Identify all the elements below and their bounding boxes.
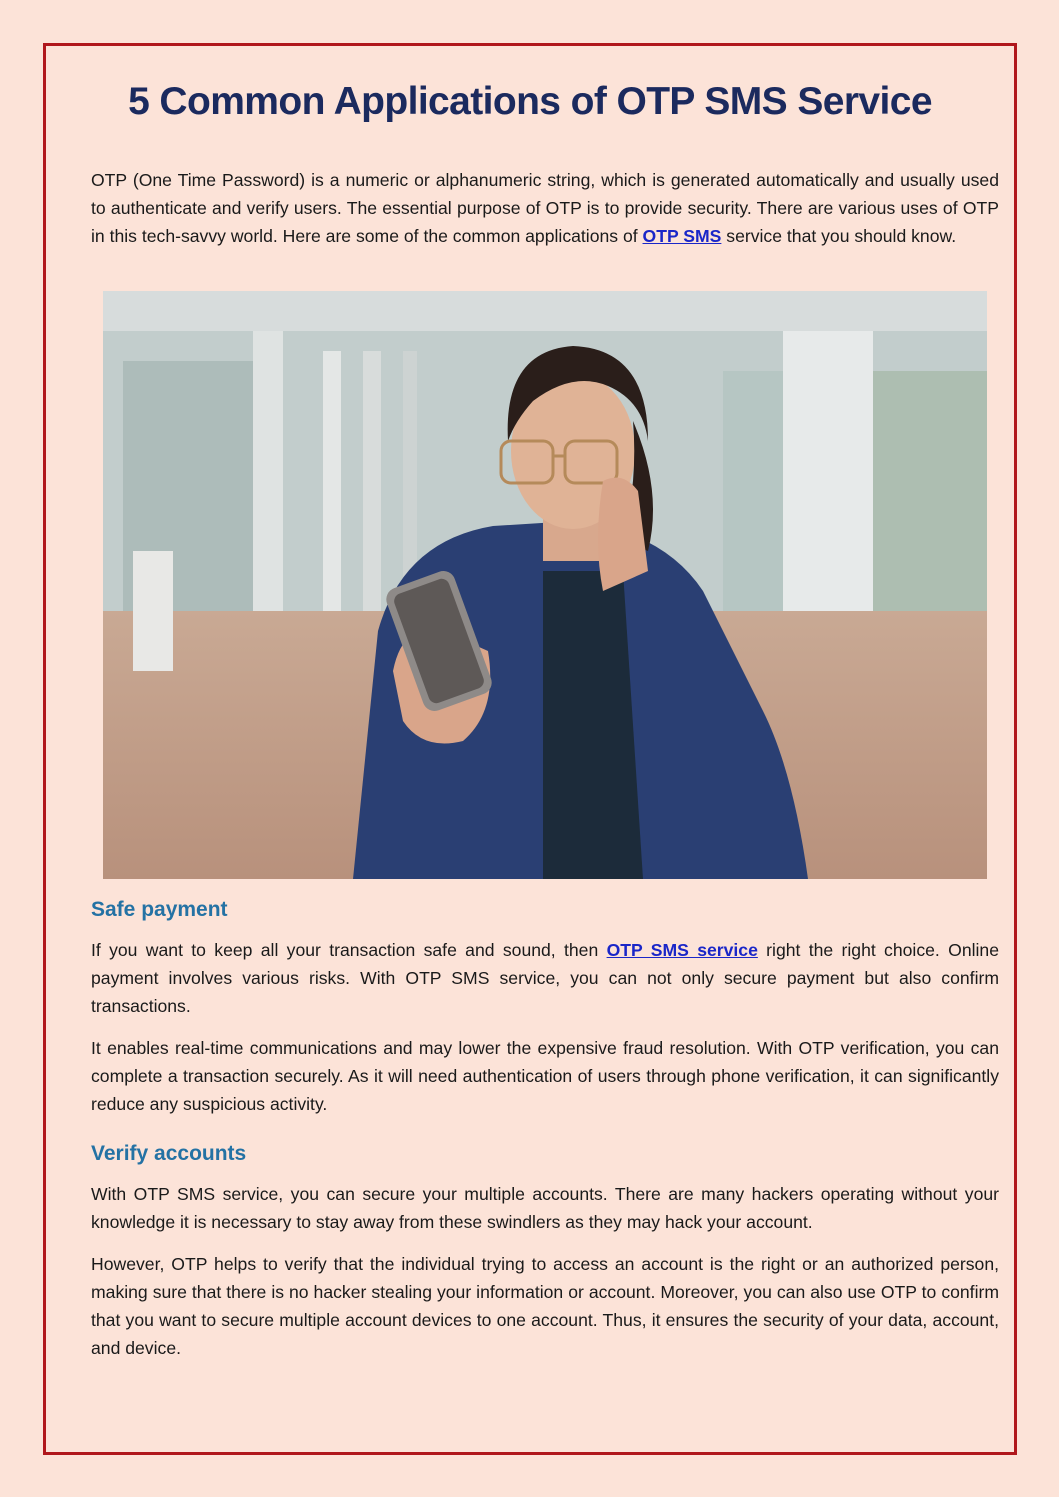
safe-payment-text: If you want to keep all your transaction safe and sound, then (91, 940, 607, 960)
intro-block (91, 166, 999, 250)
section-verify-accounts (91, 1142, 999, 1362)
photo-woman-looking-at-phone-icon (103, 291, 987, 879)
verify-accounts-paragraph-2: However, OTP helps to verify that the individual trying to access an account is the right or an authorized person, making sure that there is no hacker stealing your information or account. Moreover, you can also use OTP to confirm that you want to secure multiple account devices to one account. Thus, it ensures the security of your data, account, and device. (91, 1254, 999, 1358)
safe-payment-paragraph-2: It enables real-time communications and may lower the expensive fraud resolution. With OTP verification, you can complete a transaction securely. As it will need authentication of users through phone verification, it can significantly reduce any suspicious activity. (91, 1038, 999, 1114)
safe-payment-paragraph-1 (91, 936, 999, 1020)
section-safe-payment (91, 898, 999, 1118)
otp-sms-link[interactable]: OTP SMS (642, 226, 722, 246)
woman-phone-photo (103, 291, 987, 879)
safe-payment-text-end: right the right choice. Online payment involves various risks. With OTP SMS service, you can not only secure payment but also confirm transactions. (91, 940, 999, 1016)
section-heading-verify-accounts: Verify accounts (91, 1142, 247, 1165)
otp-sms-service-link[interactable]: OTP SMS service (606, 940, 758, 960)
section-heading-safe-payment: Safe payment (91, 898, 228, 921)
intro-paragraph (91, 166, 999, 250)
intro-text: OTP (One Time Password) is a numeric or alphanumeric string, which is generated automatically and usually used to authenticate and verify users. The essential purpose of OTP is to provide security. There are various uses of OTP in this tech-savvy world. Here are some of the common applications of (91, 170, 999, 246)
page-title: 5 Common Applications of OTP SMS Service (128, 80, 932, 123)
verify-accounts-paragraph-1: With OTP SMS service, you can secure your multiple accounts. There are many hackers operating without your knowledge it is necessary to stay away from these swindlers as they may hack your account. (91, 1184, 999, 1232)
intro-text-end: service that you should know. (721, 226, 957, 246)
